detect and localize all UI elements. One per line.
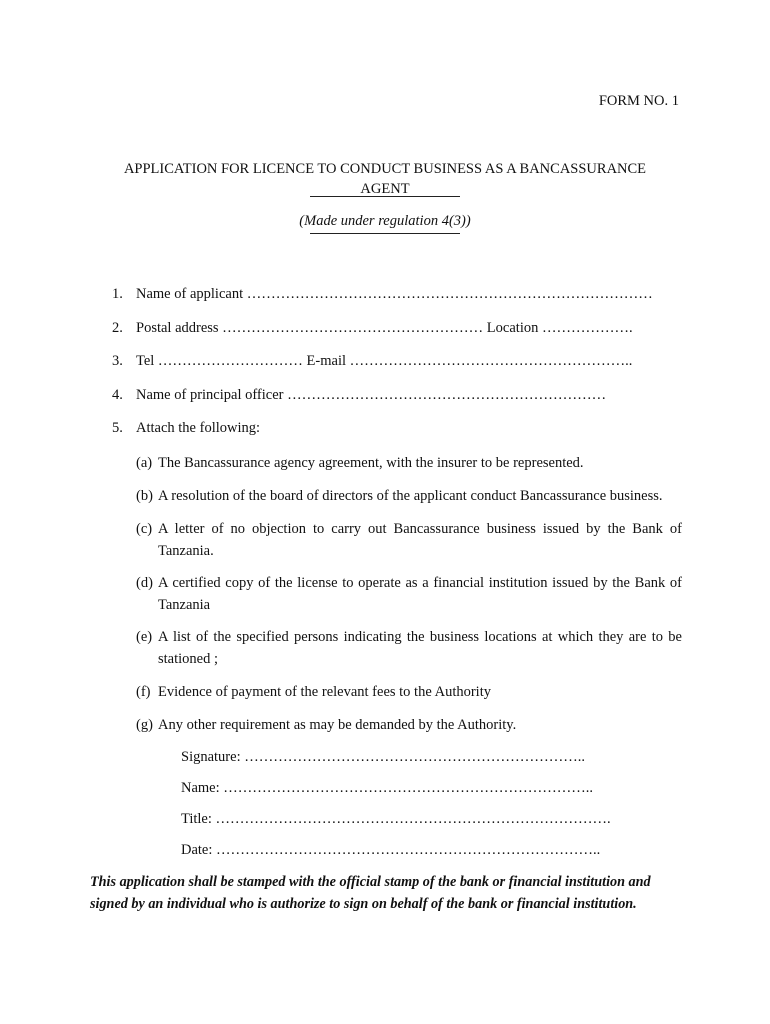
attachment-text: The Bancassurance agency agreement, with the insurer to be represented. [158, 455, 584, 471]
field-label: Tel ………………………… E-mail ………………………………………………….. [136, 353, 633, 369]
attachment-text: Evidence of payment of the relevant fees to the Authority [158, 684, 491, 700]
attachment-label: (f) [136, 684, 151, 700]
form-number: FORM NO. 1 [598, 93, 679, 109]
field-number: 4. [112, 387, 123, 403]
field-name-of-applicant[interactable] [112, 286, 653, 303]
field-label: Postal address ……………………………………………… Location ………………. [136, 320, 633, 336]
field-label: Attach the following: [136, 420, 261, 436]
title-field[interactable]: Title: ………………………………………………………………………. [181, 811, 611, 827]
field-principal-officer[interactable] [112, 387, 606, 404]
attachment-label: (e) [136, 629, 153, 645]
field-number: 5. [112, 420, 123, 436]
date-field[interactable]: Date: …………………………………………………………………….. [181, 842, 601, 858]
form-title-line-1: APPLICATION FOR LICENCE TO CONDUCT BUSINESS AS A BANCASSURANCE [123, 161, 647, 177]
attachment-label: (b) [136, 488, 153, 504]
field-label: Name of principal officer ………………………………………………………… [136, 387, 607, 403]
attachment-text: Any other requirement as may be demanded by the Authority. [158, 717, 517, 733]
field-number: 1. [112, 286, 123, 302]
form-title-line-2: AGENT [360, 181, 410, 197]
name-field[interactable]: Name: ………………………………………………………………….. [181, 780, 594, 796]
field-number: 2. [112, 320, 123, 336]
attachment-text: A list of the specified persons indicating the business locations at which they are to be stationed ; [158, 629, 682, 667]
field-number: 3. [112, 353, 123, 369]
attachment-text: A letter of no objection to carry out Bancassurance business issued by the Bank of Tanzania. [158, 521, 682, 559]
attachment-item-e [136, 626, 682, 670]
attachment-text: A certified copy of the license to operate as a financial institution issued by the Bank of Tanzania [158, 575, 682, 613]
field-postal-address[interactable] [112, 320, 633, 337]
field-attachments-heading [112, 420, 260, 437]
attachment-item-d [136, 572, 682, 616]
attachment-label: (d) [136, 575, 153, 591]
field-label: Name of applicant ………………………………………………………………………… [136, 286, 653, 302]
attachment-label: (c) [136, 521, 153, 537]
signature-field[interactable]: Signature: …………………………………………………………….. [181, 749, 585, 765]
attachment-item-c [136, 518, 682, 562]
title-divider-bottom [310, 233, 460, 234]
attachment-label: (a) [136, 455, 153, 471]
title-divider-top [310, 196, 460, 197]
attachment-item-a [136, 452, 682, 474]
attachment-item-f [136, 681, 682, 703]
field-tel-email[interactable] [112, 353, 632, 370]
stamp-notice: This application shall be stamped with the official stamp of the bank or financial institution and signed by an individual who is authorize to sign on behalf of the bank or financial institution. [90, 874, 651, 912]
attachment-label: (g) [136, 717, 153, 733]
attachment-text: A resolution of the board of directors of the applicant conduct Bancassurance business. [158, 488, 663, 504]
form-subtitle: (Made under regulation 4(3)) [299, 213, 471, 229]
form-title [90, 159, 680, 199]
attachment-item-g [136, 714, 682, 736]
attachment-item-b [136, 485, 682, 507]
